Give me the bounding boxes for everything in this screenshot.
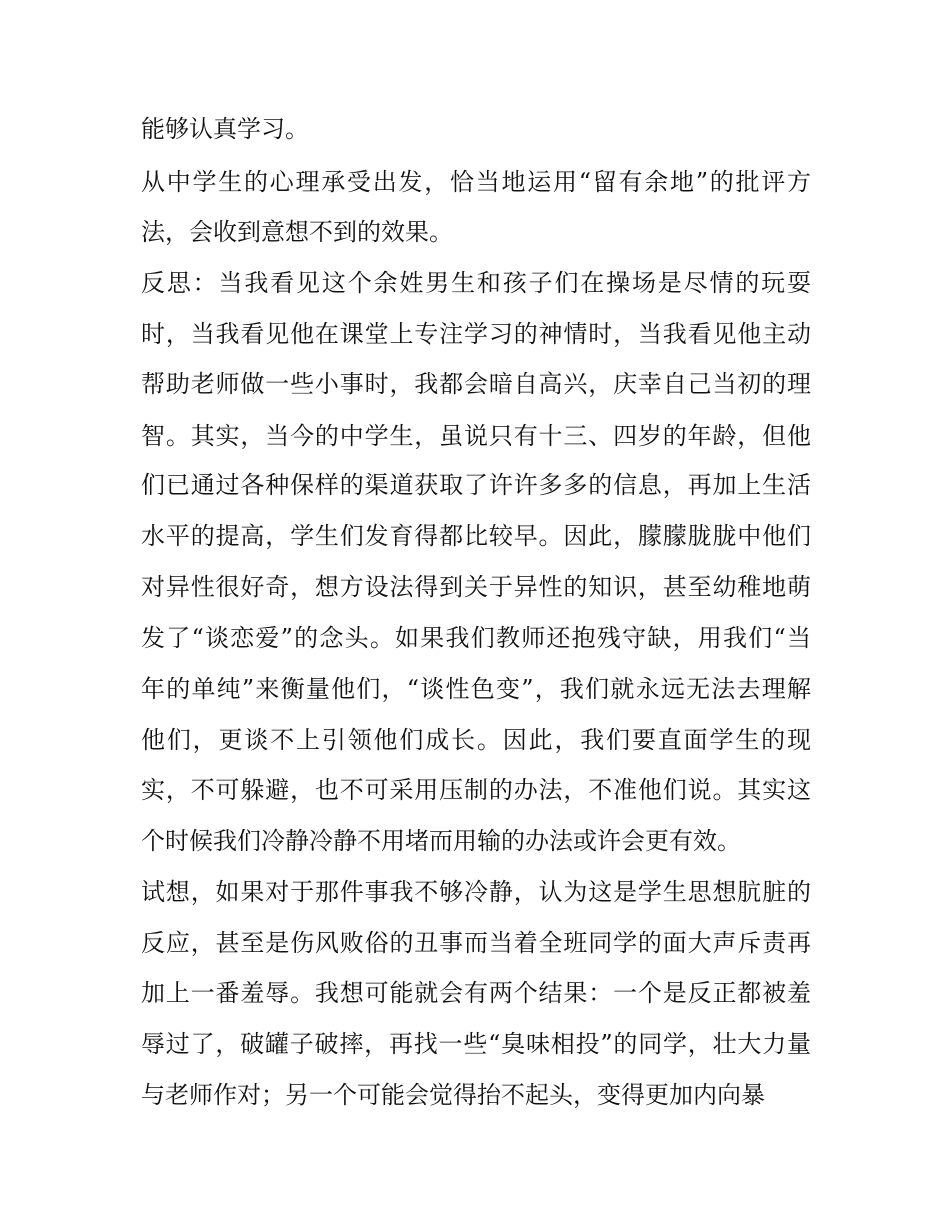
text-line: 帮助老师做一些小事时，我都会暗自高兴，庆幸自己当初的理 — [141, 370, 811, 398]
text-line: 对异性很好奇，想方设法得到关于异性的知识，甚至幼稚地萌 — [141, 573, 811, 601]
text-line: 个时候我们冷静冷静不用堵而用输的办法或许会更有效。 — [141, 827, 741, 855]
text-line: 试想，如果对于那件事我不够冷静，认为这是学生思想肮脏的 — [141, 878, 811, 906]
text-line: 法，会收到意想不到的效果。 — [141, 218, 453, 246]
text-line: 们已通过各种保样的渠道获取了许许多多的信息，再加上生活 — [141, 471, 811, 499]
text-line: 水平的提高，学生们发育得都比较早。因此，朦朦胧胧中他们 — [141, 522, 811, 550]
text-line: 年的单纯”来衡量他们，“谈性色变”，我们就永远无法去理解 — [141, 675, 811, 703]
text-line: 与老师作对；另一个可能会觉得抬不起头，变得更加内向暴 — [141, 1081, 765, 1109]
text-line: 智。其实，当今的中学生，虽说只有十三、四岁的年龄，但他 — [141, 422, 811, 450]
text-line: 他们，更谈不上引领他们成长。因此，我们要直面学生的现 — [141, 726, 811, 754]
text-line: 实，不可躲避，也不可采用压制的办法，不准他们说。其实这 — [141, 776, 811, 804]
text-line: 辱过了，破罐子破摔，再找一些“臭味相投”的同学，壮大力量 — [141, 1030, 811, 1058]
text-line: 加上一番羞辱。我想可能就会有两个结果：一个是反正都被羞 — [141, 979, 811, 1007]
text-line: 发了“谈恋爱”的念头。如果我们教师还抱残守缺，用我们“当 — [141, 624, 811, 652]
text-line: 时，当我看见他在课堂上专注学习的神情时，当我看见他主动 — [141, 320, 811, 348]
text-line: 反思：当我看见这个余姓男生和孩子们在操场是尽情的玩耍 — [141, 269, 811, 297]
text-line: 从中学生的心理承受出发，恰当地运用“留有余地”的批评方 — [141, 168, 811, 196]
text-line: 能够认真学习。 — [141, 115, 309, 143]
text-line: 反应，甚至是伤风败俗的丑事而当着全班同学的面大声斥责再 — [141, 929, 811, 957]
